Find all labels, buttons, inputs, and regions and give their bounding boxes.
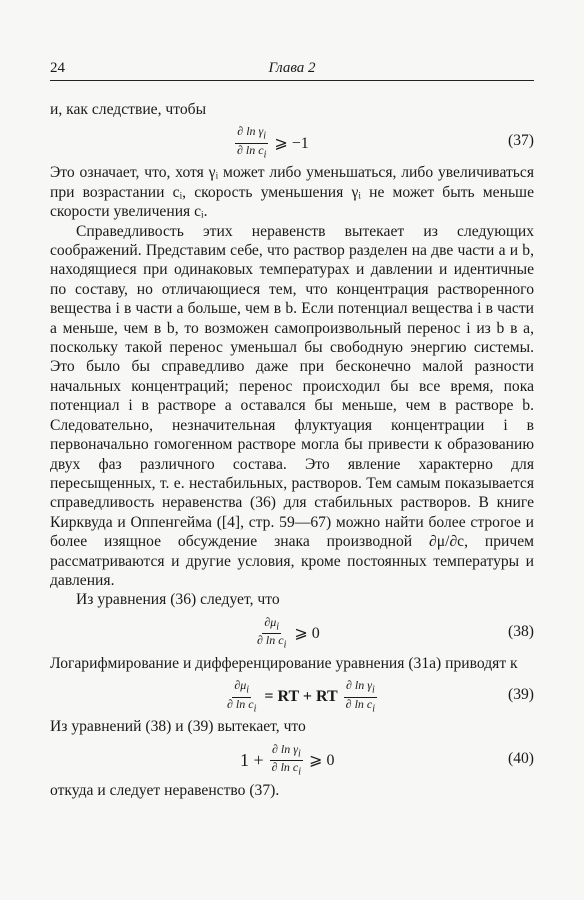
eq40-label: (40)	[508, 749, 534, 767]
eq40-lhs: 1 +	[240, 749, 264, 770]
equation-37	[50, 119, 534, 163]
eq39-middle: = RT + RT	[264, 688, 338, 706]
header-rule	[50, 80, 534, 81]
book-page	[50, 60, 534, 800]
paragraph-4: Из уравнения (36) следует, что	[76, 591, 280, 609]
paragraph-6: Из уравнений (38) и (39) вытекает, что	[50, 718, 306, 736]
eq38-fraction: $\frac{\partial\mu_i}{\partial \ln c_i}$	[257, 614, 287, 651]
eq39-label: (39)	[508, 686, 534, 704]
eq37-label: (37)	[508, 132, 534, 150]
eq37-fraction: $\frac{\partial \ln \gamma_i}{\partial \ln c_i}$	[237, 124, 267, 161]
eq40-fraction: $\frac{\partial \ln \gamma_i}{\partial \ln c_i}$	[271, 741, 302, 778]
eq39-fraction-left: $\frac{\partial\mu_i}{\partial \ln c_i}$	[227, 678, 257, 714]
equation-38	[50, 610, 534, 654]
equation-39	[50, 673, 534, 717]
page-header	[50, 60, 534, 82]
paragraph-2: Это означает, что, хотя γᵢ может либо уменьшаться, либо увеличиваться при возрастании cᵢ, скорость уменьшения γᵢ не может быть меньше скорости увеличения cᵢ.	[50, 164, 534, 221]
chapter-title: Глава 2	[268, 60, 316, 76]
paragraph-3: Справедливость этих неравенств вытекает из следующих соображений. Представим себе, что раствор разделен на две части a и b, находящиеся при одинаковых температурах и давлении и идентичные по составу, но отличающиеся тем, что концентрация растворенного вещества i в части a больше, чем в b. Если потенциал вещества i в части a меньше, чем в b, то возможен самопроизвольный перенос i из b в a, поскольку такой перенос уменьшал бы свободную энергию системы. Это было бы справедливо даже при бесконечно малой разности начальных концентраций; перенос происходил бы все время, пока потенциал i в растворе a оставался бы меньше, чем в растворе b. Следовательно, незначительная флуктуация концентрации i в первоначально гомогенном растворе могла бы привести к образованию двух фаз различного состава. Это явление характерно для пересыщенных, т. е. нестабильных, растворов. Тем самым показывается справедливость неравенства (36) для стабильных растворов. В книге Кирквуда и Оппенгейма ([4], стр. 59—67) можно найти более строгое и более изящное обсуждение знака производной ∂μ/∂c, причем рассматриваются и другие условия, кроме постоянных температуры и давления.	[50, 222, 534, 589]
page-body	[50, 100, 534, 800]
eq39-fraction-right: $\frac{\partial \ln \gamma_i}{\partial \ln c_i}$	[345, 678, 376, 714]
paragraph-7: откуда и следует неравенство (37).	[50, 781, 280, 799]
eq38-label: (38)	[508, 622, 534, 640]
eq40-rhs: ⩾ 0	[309, 751, 335, 769]
equation-40	[50, 737, 534, 781]
paragraph-1: и, как следствие, чтобы	[50, 101, 207, 118]
page-number: 24	[50, 60, 65, 76]
eq37-rhs: ⩾ −1	[274, 134, 309, 152]
paragraph-5: Логарифмирование и дифференцирование уравнения (31а) приводят к	[50, 654, 518, 672]
eq38-rhs: ⩾ 0	[294, 624, 320, 642]
